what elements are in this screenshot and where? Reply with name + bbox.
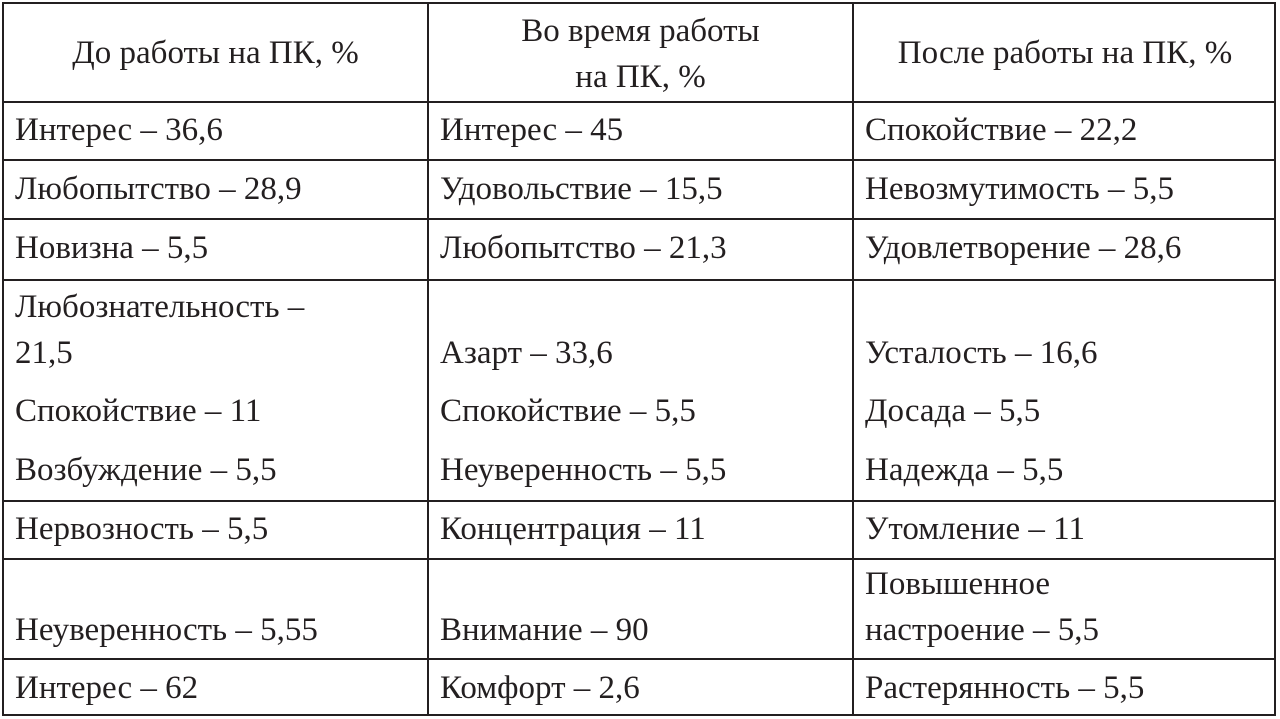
row-divider [4,658,1274,660]
table-cell: Спокойствие – 5,5 [440,393,696,429]
cell-line: Повышенное [865,566,1051,602]
row-divider [4,159,1274,161]
column-divider [852,4,854,714]
table-cell: Любопытство – 21,3 [440,230,727,266]
header-during-line1: Во время работы [521,13,760,49]
table-cell: Новизна – 5,5 [15,230,209,266]
cell-line: Любознательность – [15,289,305,325]
row-divider [4,101,1274,103]
column-divider [427,4,429,714]
table-cell [15,284,304,376]
row-divider [4,500,1274,502]
header-during-line2: на ПК, % [575,59,706,95]
table-cell: Спокойствие – 11 [15,393,262,429]
table-cell: Удовлетворение – 28,6 [865,230,1182,266]
header-after-text: После работы на ПК, % [897,35,1233,71]
table-cell: Нервозность – 5,5 [15,511,269,547]
table-cell: Интерес – 62 [15,670,199,706]
table-cell: Надежда – 5,5 [865,452,1064,488]
row-divider [4,558,1274,560]
row-divider [4,279,1274,281]
table-cell: Внимание – 90 [440,612,649,648]
table-cell: Интерес – 45 [440,112,624,148]
table-cell: Утомление – 11 [865,511,1085,547]
table-cell: Досада – 5,5 [865,393,1041,429]
cell-line: 21,5 [15,335,73,371]
table-cell: Усталость – 16,6 [865,335,1098,371]
header-before [4,30,427,76]
table-cell: Невозмутимость – 5,5 [865,171,1174,207]
header-after [854,30,1276,76]
data-table [2,2,1276,716]
header-during [429,8,852,100]
row-divider [4,218,1274,220]
table-cell: Азарт – 33,6 [440,335,613,371]
header-before-text: До работы на ПК, % [72,35,359,71]
table-cell: Любопытство – 28,9 [15,171,302,207]
table-cell: Спокойствие – 22,2 [865,112,1138,148]
table-cell: Неуверенность – 5,55 [15,612,318,648]
table-cell [865,561,1099,653]
table-cell: Возбуждение – 5,5 [15,452,277,488]
table-cell: Неуверенность – 5,5 [440,452,727,488]
table-cell: Комфорт – 2,6 [440,670,640,706]
cell-line: настроение – 5,5 [865,612,1100,648]
table-cell: Интерес – 36,6 [15,112,223,148]
table-cell: Концентрация – 11 [440,511,706,547]
table-cell: Растерянность – 5,5 [865,670,1145,706]
table-cell: Удовольствие – 15,5 [440,171,723,207]
